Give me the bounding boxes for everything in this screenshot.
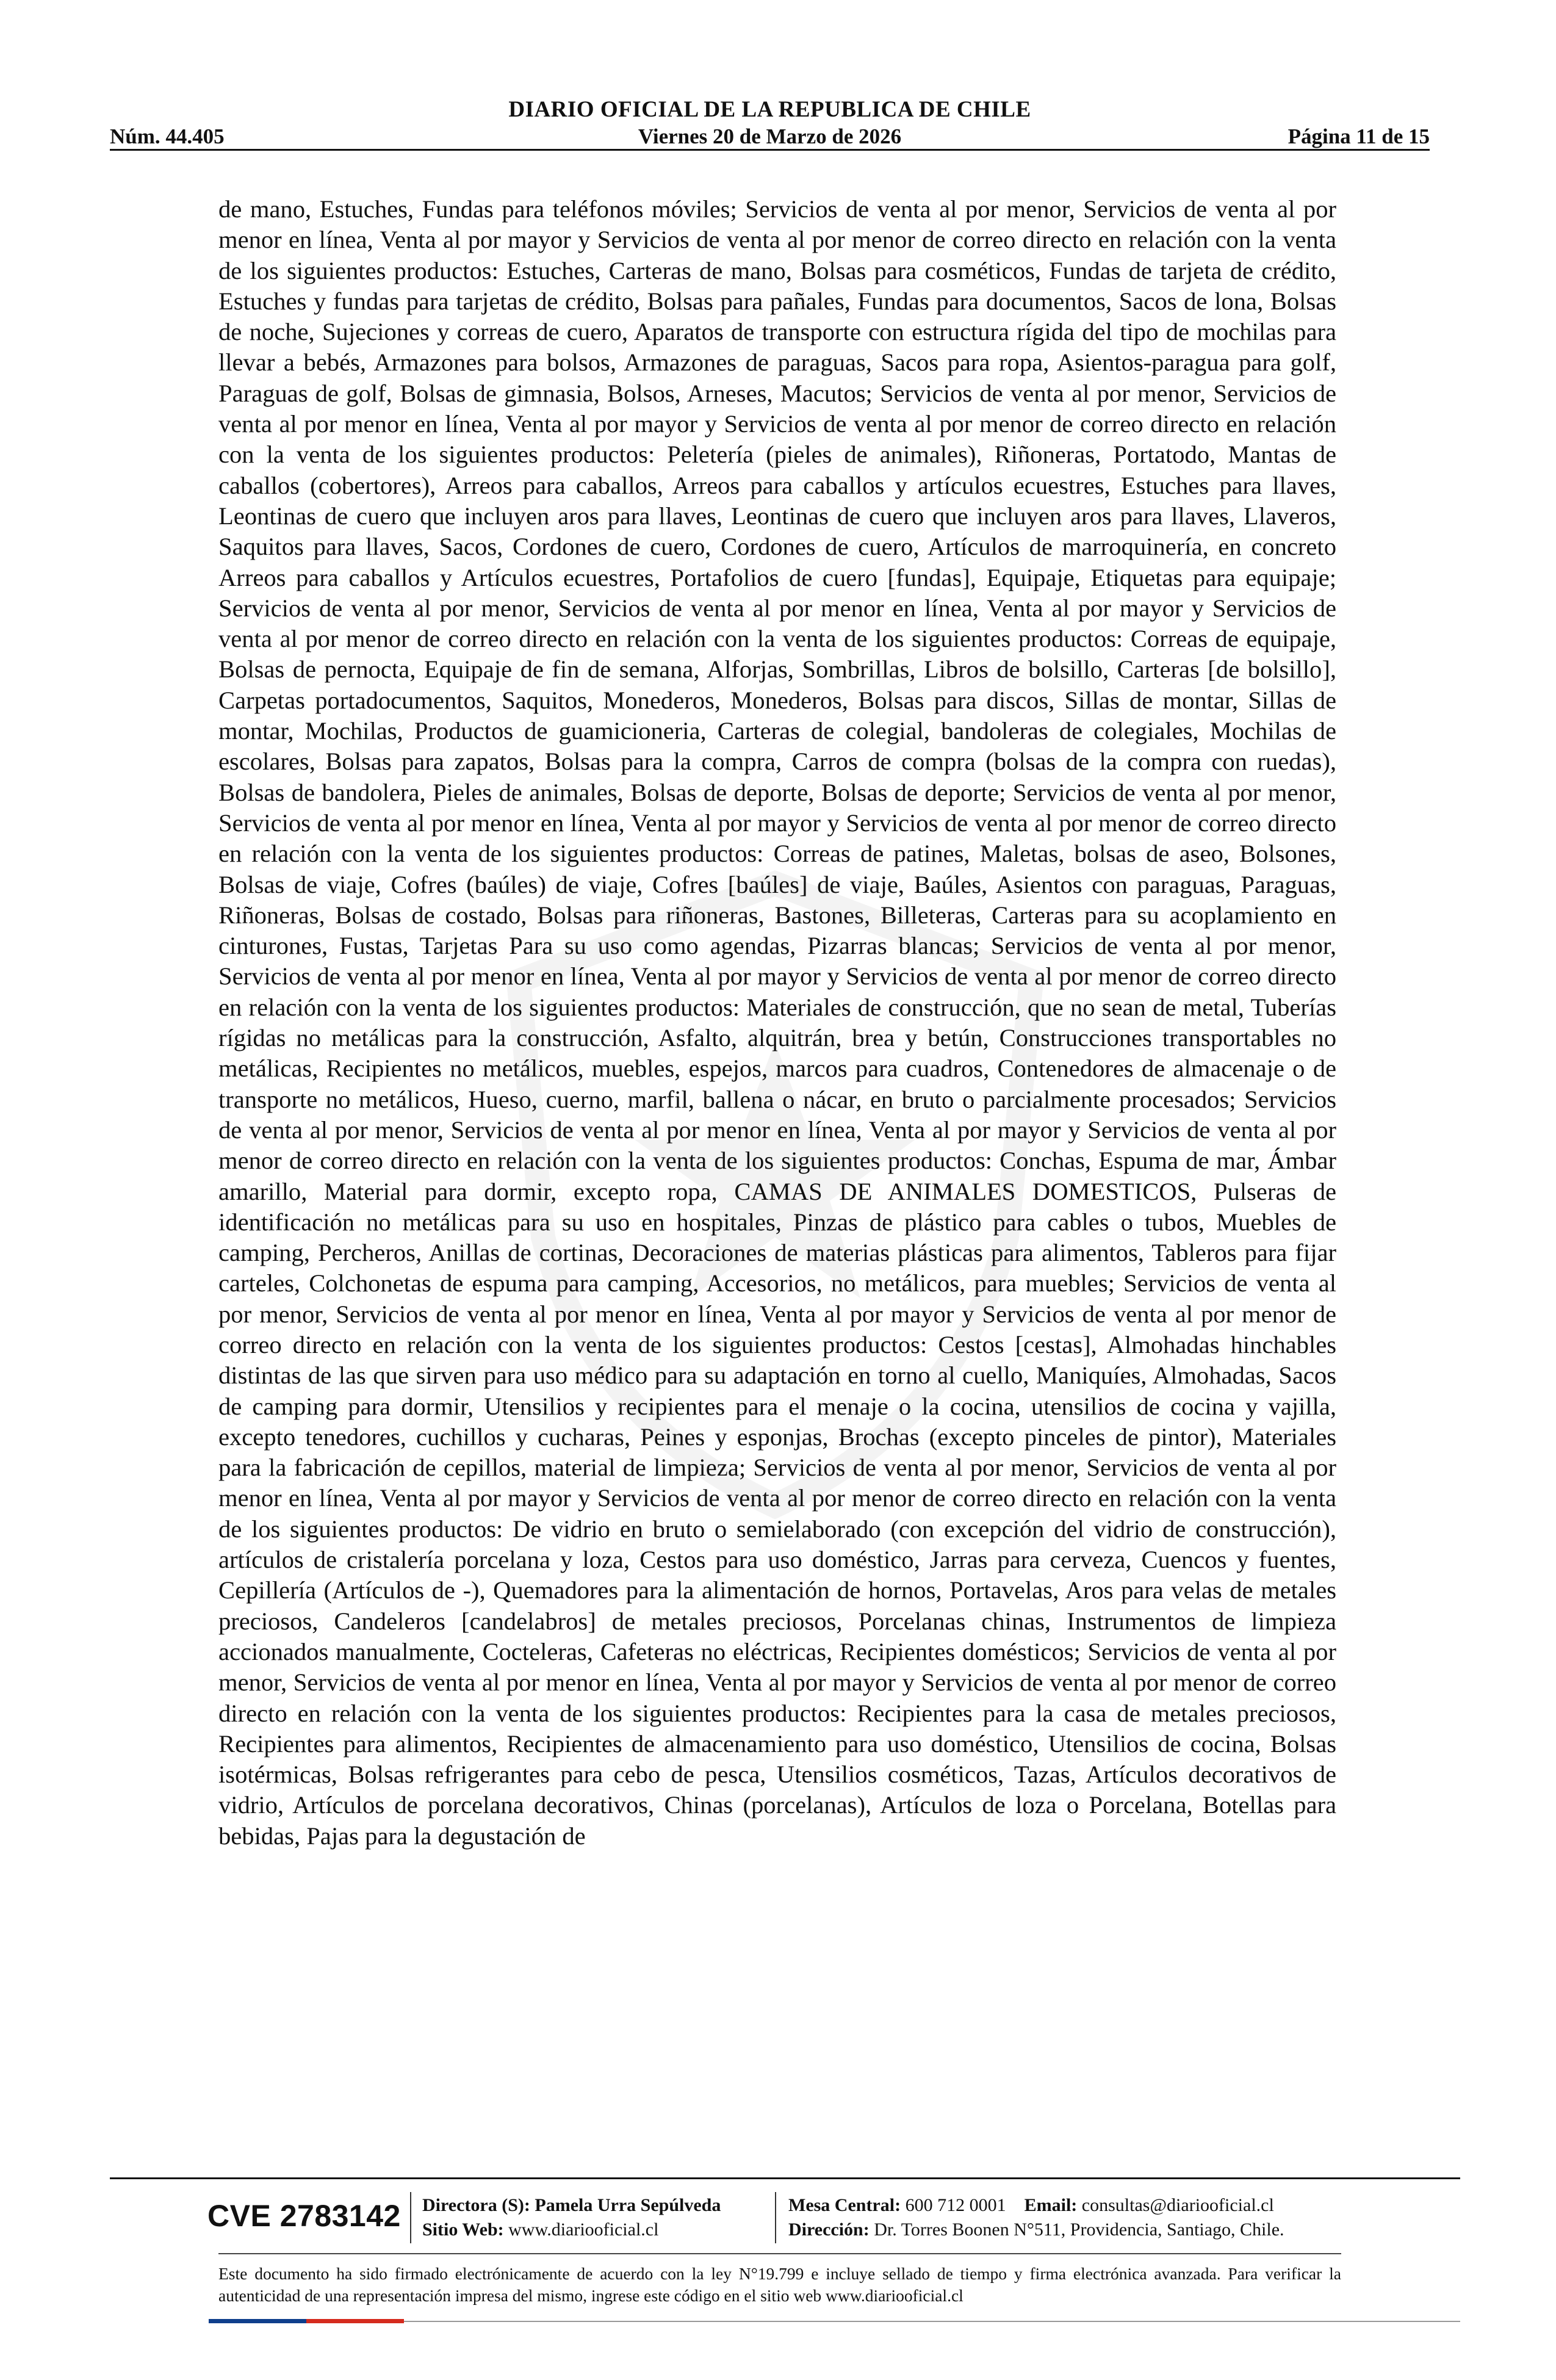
footer-notice-divider bbox=[218, 2253, 1341, 2254]
footer-editorial-info bbox=[422, 2193, 721, 2242]
footer-bottom-rule bbox=[404, 2321, 1460, 2322]
phone-label: Mesa Central: bbox=[788, 2195, 901, 2215]
flag-blue-segment bbox=[209, 2319, 306, 2323]
footer-contact-info bbox=[788, 2193, 1284, 2242]
website-link[interactable]: www.diariooficial.cl bbox=[508, 2220, 659, 2240]
electronic-signature-notice: Este documento ha sido firmado electrónicamente de acuerdo con la ley N°19.799 e incluye sellado de tiempo y firma electrónica avanzada. Para verificar la autenticidad de una representación impresa del mismo, ingrese este código en el sitio web www.diariooficial.cl bbox=[218, 2264, 1341, 2305]
document-body-text: de mano, Estuches, Fundas para teléfonos móviles; Servicios de venta al por menor, Servicios de venta al por menor en línea, Venta al por mayor y Servicios de venta al por menor de correo directo en relación con la venta de los siguientes productos: Estuches, Carteras de mano, Bolsas para cosméticos, Fundas de tarjeta de crédito, Estuches y fundas para tarjetas de crédito, Bolsas para pañales, Fundas para documentos, Sacos de lona, Bolsas de noche, Sujeciones y correas de cuero, Aparatos de transporte con estructura rígida del tipo de mochilas para llevar a bebés, Armazones para bolsos, Armazones de paraguas, Sacos para ropa, Asientos-paragua para golf, Paraguas de golf, Bolsas de gimnasia, Bolsos, Arneses, Macutos; Servicios de venta al por menor, Servicios de venta al por menor en línea, Venta al por mayor y Servicios de venta al por menor de correo directo en relación con la venta de los siguientes productos: Peletería (pieles de animales), Riñoneras, Portatodo, Mantas de caballos (cobertores), Arreos para caballos, Arreos para caballos y artículos ecuestres, Estuches para llaves, Leontinas de cuero que incluyen aros para llaves, Leontinas de cuero que incluyen aros para llaves, Llaveros, Saquitos para llaves, Sacos, Cordones de cuero, Cordones de cuero, Artículos de marroquinería, en concreto Arreos para caballos y Artículos ecuestres, Portafolios de cuero [fundas], Equipaje, Etiquetas para equipaje; Servicios de venta al por menor, Servicios de venta al por menor en línea, Venta al por mayor y Servicios de venta al por menor de correo directo en relación con la venta de los siguientes productos: Correas de equipaje, Bolsas de pernocta, Equipaje de fin de semana, Alforjas, Sombrillas, Libros de bolsillo, Carteras [de bolsillo], Carpetas portadocumentos, Saquitos, Monederos, Monederos, Bolsas para discos, Sillas de montar, Sillas de montar, Mochilas, Productos de guamicioneria, Carteras de colegial, bandoleras de colegiales, Mochilas de escolares, Bolsas para zapatos, Bolsas para la compra, Carros de compra (bolsas de la compra con ruedas), Bolsas de bandolera, Pieles de animales, Bolsas de deporte, Bolsas de deporte; Servicios de venta al por menor, Servicios de venta al por menor en línea, Venta al por mayor y Servicios de venta al por menor de correo directo en relación con la venta de los siguientes productos: Correas de patines, Maletas, bolsas de aseo, Bolsones, Bolsas de viaje, Cofres (baúles) de viaje, Cofres [baúles] de viaje, Baúles, Asientos con paraguas, Paraguas, Riñoneras, Bolsas de costado, Bolsas para riñoneras, Bastones, Billeteras, Carteras para su acoplamiento en cinturones, Fustas, Tarjetas Para su uso como agendas, Pizarras blancas; Servicios de venta al por menor, Servicios de venta al por menor en línea, Venta al por mayor y Servicios de venta al por menor de correo directo en relación con la venta de los siguientes productos: Materiales de construcción, que no sean de metal, Tuberías rígidas no metálicas para la construcción, Asfalto, alquitrán, brea y betún, Construcciones transportables no metálicas, Recipientes no metálicos, muebles, espejos, marcos para cuadros, Contenedores de almacenaje o de transporte no metálicos, Hueso, cuerno, marfil, ballena o nácar, en bruto o parcialmente procesados; Servicios de venta al por menor, Servicios de venta al por menor en línea, Venta al por mayor y Servicios de venta al por menor de correo directo en relación con la venta de los siguientes productos: Conchas, Espuma de mar, Ámbar amarillo, Material para dormir, excepto ropa, CAMAS DE ANIMALES DOMESTICOS, Pulseras de identificación no metálicas para su uso en hospitales, Pinzas de plástico para cables o tubos, Muebles de camping, Percheros, Anillas de cortinas, Decoraciones de materias plásticas para alimentos, Tableros para fijar carteles, Colchonetas de espuma para camping, Accesorios, no metálicos, para muebles; Servicios de venta al por menor, Servicios de venta al por menor en línea, Venta al por mayor y Servicios de venta al por menor de correo directo en relación con la venta de los siguientes productos: Cestos [cestas], Almohadas hinchables distintas de las que sirven para uso médico para su adaptación en torno al cuello, Maniquíes, Almohadas, Sacos de camping para dormir, Utensilios y recipientes para el menaje o la cocina, utensilios de cocina y vajilla, excepto tenedores, cuchillos y cucharas, Peines y esponjas, Brochas (excepto pinceles de pintor), Materiales para la fabricación de cepillos, material de limpieza; Servicios de venta al por menor, Servicios de venta al por menor en línea, Venta al por mayor y Servicios de venta al por menor de correo directo en relación con la venta de los siguientes productos: De vidrio en bruto o semielaborado (con excepción del vidrio de construcción), artículos de cristalería porcelana y loza, Cestos para uso doméstico, Jarras para cerveza, Cuencos y fuentes, Cepillería (Artículos de -), Quemadores para la alimentación de hornos, Portavelas, Aros para velas de metales preciosos, Candeleros [candelabros] de metales preciosos, Porcelanas chinas, Instrumentos de limpieza accionados manualmente, Cocteleras, Cafeteras no eléctricas, Recipientes domésticos; Servicios de venta al por menor, Servicios de venta al por menor en línea, Venta al por mayor y Servicios de venta al por menor de correo directo en relación con la venta de los siguientes productos: Recipientes para la casa de metales preciosos, Recipientes para alimentos, Recipientes de almacenamiento para uso doméstico, Utensilios de cocina, Bolsas isotérmicas, Bolsas refrigerantes para cebo de pesca, Utensilios cosméticos, Tazas, Artículos decorativos de vidrio, Artículos de porcelana decorativos, Chinas (porcelanas), Artículos de loza o Porcelana, Botellas para bebidas, Pajas para la degustación de bbox=[218, 195, 1336, 1850]
email-label: Email: bbox=[1024, 2195, 1078, 2215]
page-number: Página 11 de 15 bbox=[1288, 124, 1430, 148]
director-line bbox=[422, 2193, 721, 2218]
website-line bbox=[422, 2218, 721, 2242]
footer-divider bbox=[110, 2177, 1460, 2179]
director-name: Pamela Urra Sepúlveda bbox=[535, 2195, 721, 2215]
director-label: Directora (S): bbox=[422, 2195, 530, 2215]
phone-number: 600 712 0001 bbox=[905, 2195, 1006, 2215]
phone-email-line bbox=[788, 2193, 1284, 2218]
page-header bbox=[110, 93, 1430, 151]
address-text: Dr. Torres Boonen N°511, Providencia, Santiago, Chile. bbox=[874, 2220, 1284, 2240]
address-label: Dirección: bbox=[788, 2220, 870, 2240]
publication-date: Viernes 20 de Marzo de 2026 bbox=[638, 124, 902, 148]
footer-separator bbox=[775, 2192, 776, 2243]
address-line bbox=[788, 2218, 1284, 2242]
website-label: Sitio Web: bbox=[422, 2220, 504, 2240]
issue-number: Núm. 44.405 bbox=[110, 124, 225, 148]
footer-separator bbox=[410, 2192, 411, 2243]
cve-code: CVE 2783142 bbox=[207, 2199, 401, 2233]
publication-title: DIARIO OFICIAL DE LA REPUBLICA DE CHILE bbox=[508, 97, 1031, 122]
page-footer bbox=[207, 2191, 1349, 2258]
email-link[interactable]: consultas@diariooficial.cl bbox=[1081, 2195, 1274, 2215]
chile-flag-bar bbox=[209, 2319, 404, 2323]
flag-red-segment bbox=[306, 2319, 404, 2323]
